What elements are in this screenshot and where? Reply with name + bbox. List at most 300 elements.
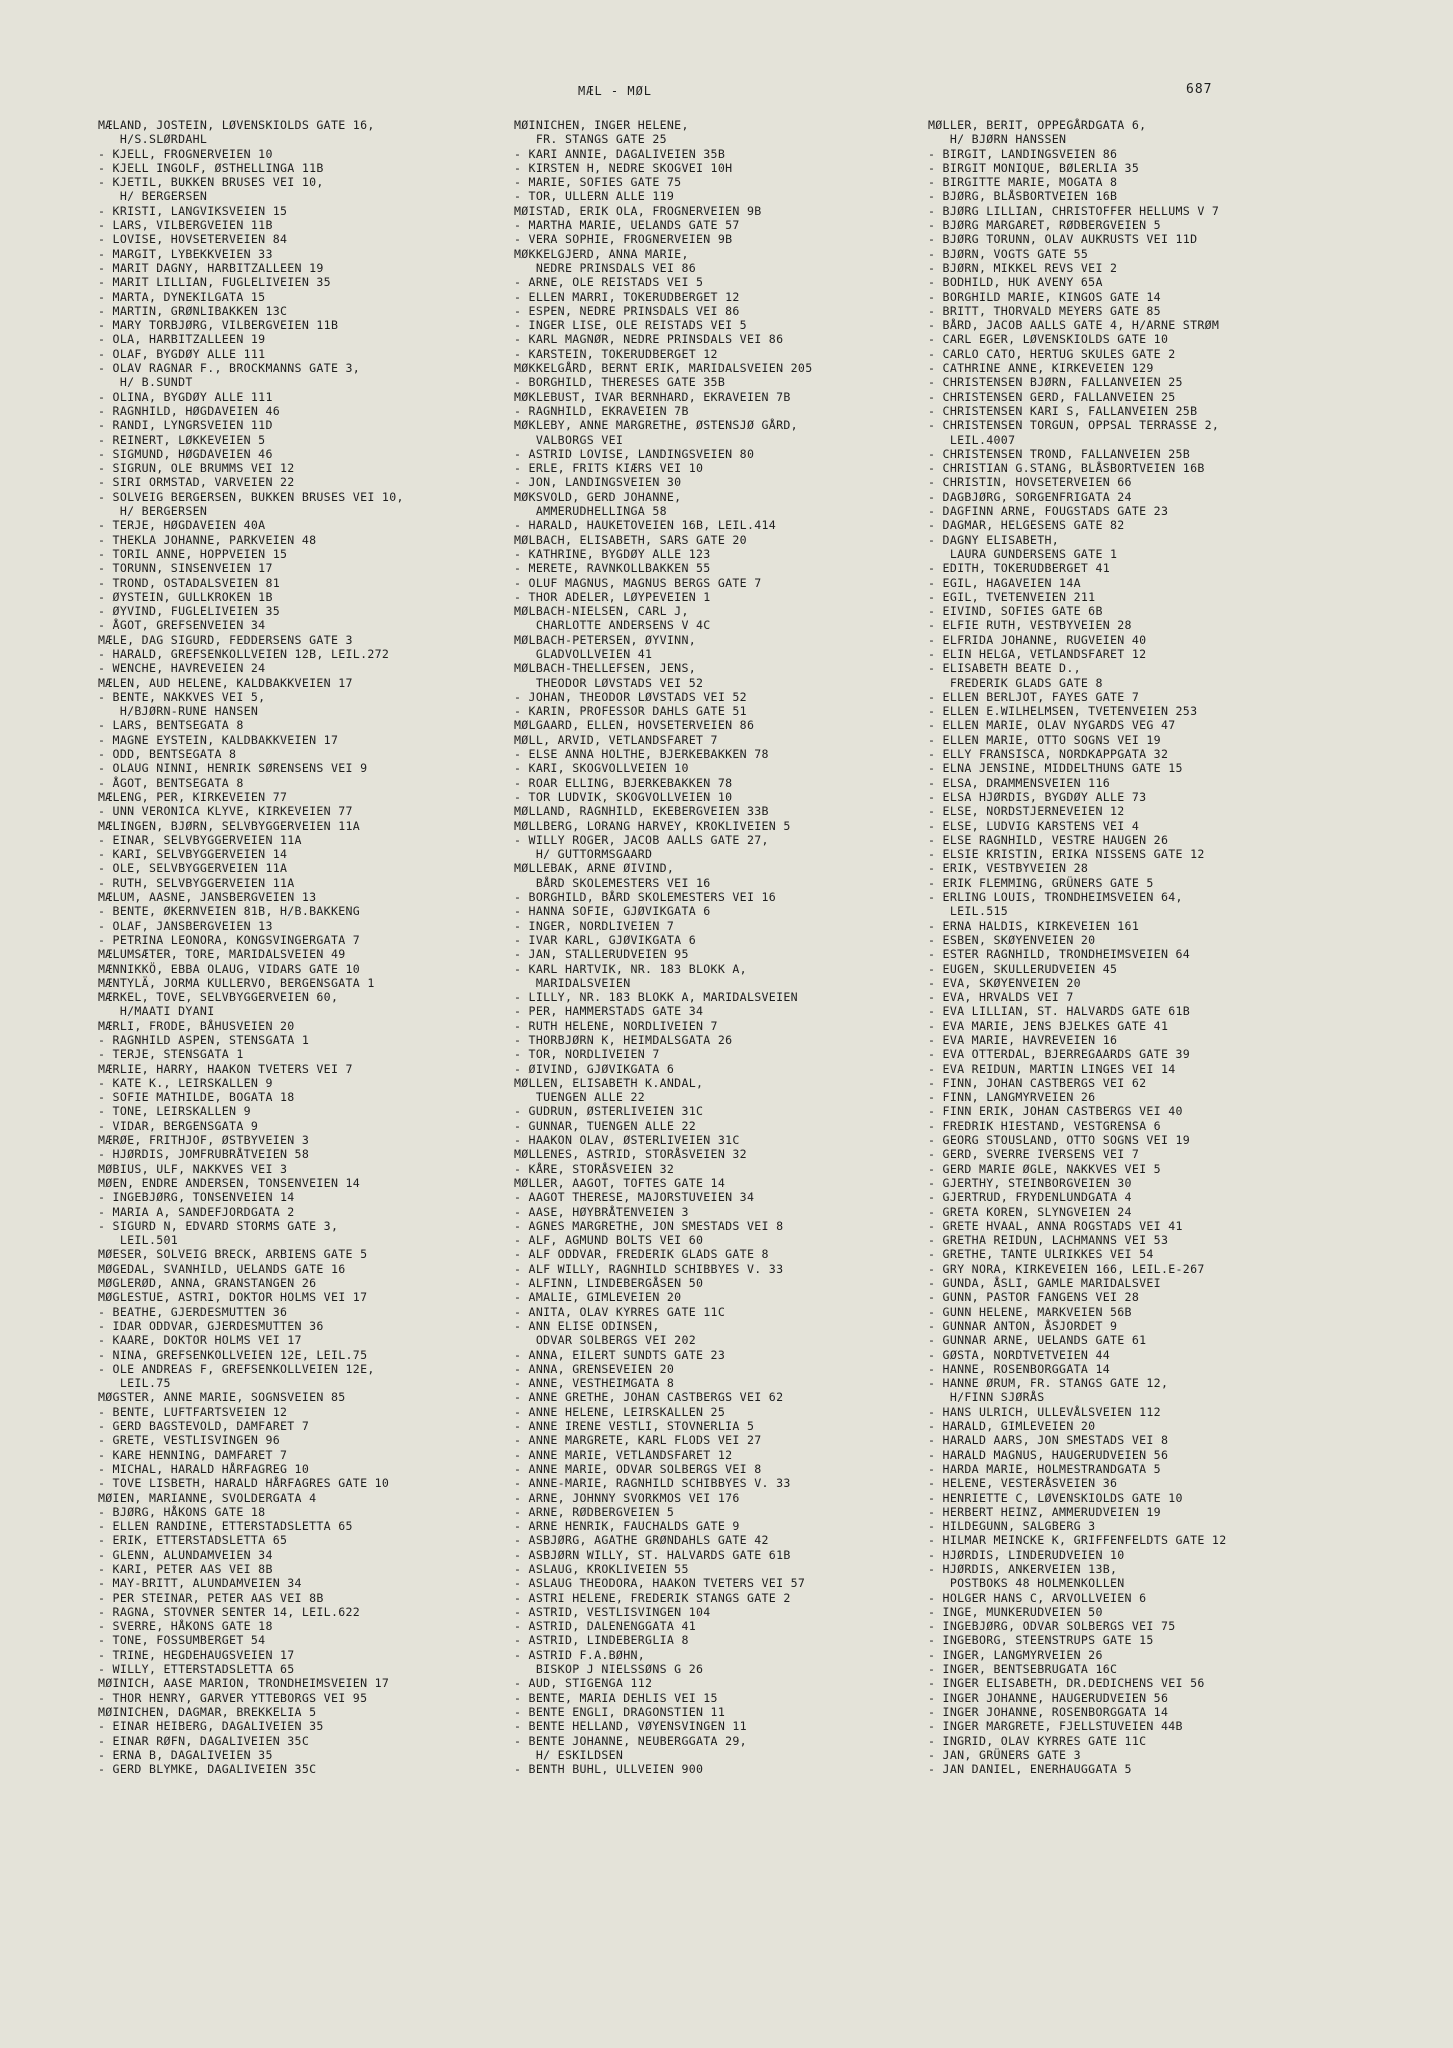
listing-entry: MØEN, ENDRE ANDERSEN, TONSENVEIEN 14 <box>98 1175 361 1190</box>
listing-entry: MÆLEN, AUD HELENE, KALDBAKKVEIEN 17 <box>98 675 353 690</box>
listing-entry: - JAN DANIEL, ENERHAUGGATA 5 <box>928 1762 1132 1777</box>
listing-entry: - EVA OTTERDAL, BJERREGAARDS GATE 39 <box>928 1047 1191 1062</box>
listing-entry: - BIRGITTE MARIE, MOGATA 8 <box>928 175 1118 190</box>
listing-entry: - LARS, BENTSEGATA 8 <box>98 718 244 733</box>
listing-entry: - GERD, SVERRE IVERSENS VEI 7 <box>928 1147 1140 1162</box>
listing-entry: - ESBEN, SKØYENVEIEN 20 <box>928 932 1096 947</box>
listing-entry: H/ B.SUNDT <box>98 375 193 390</box>
listing-entry: - ELLEN MARIE, OLAV NYGARDS VEG 47 <box>928 718 1176 733</box>
listing-entry: - ROAR ELLING, BJERKEBAKKEN 78 <box>514 775 733 790</box>
listing-entry: H/FINN SJØRÅS <box>928 1390 1045 1405</box>
listing-entry: - KRISTI, LANGVIKSVEIEN 15 <box>98 203 288 218</box>
listing-entry: H/ BERGERSEN <box>98 189 208 204</box>
listing-entry: - RANDI, LYNGRSVEIEN 11D <box>98 418 273 433</box>
listing-entry: - JAN, STALLERUDVEIEN 95 <box>514 947 689 962</box>
listing-entry: - OLAV RAGNAR F., BROCKMANNS GATE 3, <box>98 361 361 376</box>
listing-entry: MØLBACH-PETERSEN, ØYVINN, <box>514 632 697 647</box>
listing-entry: - ANNE MARIE, VETLANDSFARET 12 <box>514 1447 733 1462</box>
listing-entry: - SOFIE MATHILDE, BOGATA 18 <box>98 1090 295 1105</box>
listing-entry: MØLLEN, ELISABETH K.ANDAL, <box>514 1075 704 1090</box>
listing-entry: - ELIN HELGA, VETLANDSFARET 12 <box>928 646 1147 661</box>
listing-entry: - MARIA A, SANDEFJORDGATA 2 <box>98 1204 295 1219</box>
listing-entry: - ANNA, GRENSEVEIEN 20 <box>514 1361 675 1376</box>
listing-entry: - ELLY FRANSISCA, NORDKAPPGATA 32 <box>928 747 1169 762</box>
listing-entry: - RUTH, SELVBYGGERVEIEN 11A <box>98 875 295 890</box>
listing-entry: VALBORGS VEI <box>514 432 624 447</box>
listing-entry: - ELSE, NORDSTJERNEVEIEN 12 <box>928 804 1125 819</box>
listing-entry: - EIVIND, SOFIES GATE 6B <box>928 604 1103 619</box>
listing-entry: BÅRD SKOLEMESTERS VEI 16 <box>514 875 711 890</box>
listing-entry: MÆRKEL, TOVE, SELVBYGGERVEIEN 60, <box>98 990 339 1005</box>
listing-entry: - HILMAR MEINCKE K, GRIFFENFELDTS GATE 12 <box>928 1533 1227 1548</box>
listing-entry: - EDITH, TOKERUDBERGET 41 <box>928 561 1111 576</box>
listing-entry: - RAGNA, STOVNER SENTER 14, LEIL.622 <box>98 1604 361 1619</box>
listing-entry: - ESPEN, NEDRE PRINSDALS VEI 86 <box>514 303 740 318</box>
listing-entry: - ØYSTEIN, GULLKROKEN 1B <box>98 589 273 604</box>
listing-entry: - ØIVIND, GJØVIKGATA 6 <box>514 1061 675 1076</box>
listing-entry: - KJELL INGOLF, ØSTHELLINGA 11B <box>98 160 324 175</box>
listing-entry: - RUTH HELENE, NORDLIVEIEN 7 <box>514 1018 718 1033</box>
listing-entry: - SIRI ORMSTAD, VARVEIEN 22 <box>98 475 295 490</box>
listing-entry: - KARIN, PROFESSOR DAHLS GATE 51 <box>514 704 747 719</box>
listing-entry: - KARI, SELVBYGGERVEIEN 14 <box>98 847 288 862</box>
listing-entry: - VERA SOPHIE, FROGNERVEIEN 9B <box>514 232 733 247</box>
listing-entry: - CHRISTENSEN BJØRN, FALLANVEIEN 25 <box>928 375 1183 390</box>
listing-entry: H/MAATI DYANI <box>98 1004 215 1019</box>
listing-entry: MØLLER, BERIT, OPPEGÅRDGATA 6, <box>928 118 1147 132</box>
listing-entry: - EVA REIDUN, MARTIN LINGES VEI 14 <box>928 1061 1176 1076</box>
listing-entry: - HARALD, GIMLEVEIEN 20 <box>928 1419 1096 1434</box>
listing-entry: - THORBJØRN K, HEIMDALSGATA 26 <box>514 1033 733 1047</box>
listing-entry: - BIRGIT, LANDINGSVEIEN 86 <box>928 146 1118 161</box>
listing-entry: - NINA, GREFSENKOLLVEIEN 12E, LEIL.75 <box>98 1347 368 1362</box>
listing-entry: - HARALD, GREFSENKOLLVEIEN 12B, LEIL.272 <box>98 646 390 661</box>
listing-entry: - HARDA MARIE, HOLMESTRANDGATA 5 <box>928 1461 1161 1476</box>
listing-entry: - ELSA, DRAMMENSVEIEN 116 <box>928 775 1111 790</box>
listing-entry: - GRETE HVAAL, ANNA ROGSTADS VEI 41 <box>928 1218 1183 1233</box>
listing-entry: - KARE HENNING, DAMFARET 7 <box>98 1447 288 1462</box>
listing-entry: ODVAR SOLBERGS VEI 202 <box>514 1333 697 1348</box>
listing-entry: - ARNE HENRIK, FAUCHALDS GATE 9 <box>514 1519 740 1534</box>
listing-entry: - ELFIE RUTH, VESTBYVEIEN 28 <box>928 618 1132 633</box>
listing-entry: - EVA, SKØYENVEIEN 20 <box>928 975 1081 990</box>
listing-entry: - HELENE, VESTERÅSVEIEN 36 <box>928 1476 1118 1491</box>
listing-entry: - KJETIL, BUKKEN BRUSES VEI 10, <box>98 175 324 190</box>
listing-entry: - FREDRIK HIESTAND, VESTGRENSA 6 <box>928 1118 1161 1133</box>
listing-entry: - BORGHILD, THERESES GATE 35B <box>514 375 726 390</box>
listing-entry: - KARI, SKOGVOLLVEIEN 10 <box>514 761 689 776</box>
listing-entry: - IDAR ODDVAR, GJERDESMUTTEN 36 <box>98 1318 324 1333</box>
listing-entry: - TORUNN, SINSENVEIEN 17 <box>98 561 273 576</box>
listing-entry: - KARSTEIN, TOKERUDBERGET 12 <box>514 346 718 361</box>
listing-entry: MØLBACH, ELISABETH, SARS GATE 20 <box>514 532 747 547</box>
listing-entry: - ANN ELISE ODINSEN, <box>514 1318 660 1333</box>
listing-entry: - ASBJØRN WILLY, ST. HALVARDS GATE 61B <box>514 1547 791 1562</box>
listing-entry: - ANNE MARIE, ODVAR SOLBERGS VEI 8 <box>514 1461 762 1476</box>
listing-entry: - LARS, VILBERGVEIEN 11B <box>98 218 273 233</box>
listing-entry: - OLA, HARBITZALLEEN 19 <box>98 332 266 347</box>
listing-entry: MØKLEBUST, IVAR BERNHARD, EKRAVEIEN 7B <box>514 389 791 404</box>
listing-entry: - ELLEN BERLJOT, FAYES GATE 7 <box>928 689 1140 704</box>
listing-entry: - MARIT LILLIAN, FUGLELIVEIEN 35 <box>98 275 331 290</box>
listing-entry: - HANNA SOFIE, GJØVIKGATA 6 <box>514 904 711 919</box>
listing-entry: - INGEBJØRG, TONSENVEIEN 14 <box>98 1190 295 1205</box>
listing-entry: - KARL MAGNØR, NEDRE PRINSDALS VEI 86 <box>514 332 784 347</box>
listing-entry: LEIL.75 <box>98 1376 171 1391</box>
listing-entry: - ELSA HJØRDIS, BYGDØY ALLE 73 <box>928 789 1147 804</box>
listing-entry: - ASTRID, DALENENGGATA 41 <box>514 1619 697 1634</box>
listing-entry: - TOR LUDVIK, SKOGVOLLVEIEN 10 <box>514 789 733 804</box>
listing-entry: - EUGEN, SKULLERUDVEIEN 45 <box>928 961 1118 976</box>
listing-entry: - ASTRID LOVISE, LANDINGSVEIEN 80 <box>514 446 755 461</box>
listing-entry: - GUNN, PASTOR FANGENS VEI 28 <box>928 1290 1140 1305</box>
listing-entry: - EVA MARIE, HAVREVEIEN 16 <box>928 1033 1118 1047</box>
listing-entry: - ÅGOT, BENTSEGATA 8 <box>98 775 244 790</box>
column-left <box>98 118 508 1776</box>
listing-entry: - CHRISTIAN G.STANG, BLÅSBORTVEIEN 16B <box>928 461 1205 476</box>
listing-entry: MØLLER, AAGOT, TOFTES GATE 14 <box>514 1175 726 1190</box>
listing-entry: GLADVOLLVEIEN 41 <box>514 646 653 661</box>
listing-entry: - GRY NORA, KIRKEVEIEN 166, LEIL.E-267 <box>928 1261 1205 1276</box>
listing-entry: - MERETE, RAVNKOLLBAKKEN 55 <box>514 561 711 576</box>
listing-entry: MÆRØE, FRITHJOF, ØSTBYVEIEN 3 <box>98 1133 310 1148</box>
listing-entry: - MAY-BRITT, ALUNDAMVEIEN 34 <box>98 1576 302 1591</box>
listing-entry: - BENTE, MARIA DEHLIS VEI 15 <box>514 1690 718 1705</box>
listing-entry: - KARI ANNIE, DAGALIVEIEN 35B <box>514 146 726 161</box>
listing-entry: - BÅRD, JACOB AALLS GATE 4, H/ARNE STRØM <box>928 318 1220 333</box>
listing-entry: - CHRISTENSEN GERD, FALLANVEIEN 25 <box>928 389 1176 404</box>
listing-entry: - BENTE, LUFTFARTSVEIEN 12 <box>98 1404 288 1419</box>
listing-entry: MARIDALSVEIEN <box>514 975 631 990</box>
listing-entry: - REINERT, LØKKEVEIEN 5 <box>98 432 266 447</box>
listing-entry: - HOLGER HANS C, ARVOLLVEIEN 6 <box>928 1590 1147 1605</box>
listing-entry: - BENTH BUHL, ULLVEIEN 900 <box>514 1762 704 1777</box>
listing-entry: - EVA LILLIAN, ST. HALVARDS GATE 61B <box>928 1004 1191 1019</box>
listing-entry: - ASTRI HELENE, FREDERIK STANGS GATE 2 <box>514 1590 791 1605</box>
listing-entry: - KARL HARTVIK, NR. 183 BLOKK A, <box>514 961 747 976</box>
listing-entry: MØKKELGÅRD, BERNT ERIK, MARIDALSVEIEN 205 <box>514 361 813 376</box>
listing-entry: - THEKLA JOHANNE, PARKVEIEN 48 <box>98 532 317 547</box>
listing-entry: - DAGNY ELISABETH, <box>928 532 1060 547</box>
listing-entry: - KATE K., LEIRSKALLEN 9 <box>98 1075 273 1090</box>
listing-entry: - ANNE-MARIE, RAGNHILD SCHIBBYES V. 33 <box>514 1476 791 1491</box>
listing-entry: - ELLEN E.WILHELMSEN, TVETENVEIEN 253 <box>928 704 1198 719</box>
listing-entry: - CHRISTENSEN KARI S, FALLANVEIEN 25B <box>928 403 1198 418</box>
listing-entry: - DAGFINN ARNE, FOUGSTADS GATE 23 <box>928 504 1169 519</box>
listing-entry: - ANITA, OLAV KYRRES GATE 11C <box>514 1304 726 1319</box>
page-number: 687 <box>1186 82 1213 97</box>
column-middle <box>514 118 924 1776</box>
listing-entry: - GUNNAR ARNE, UELANDS GATE 61 <box>928 1333 1147 1348</box>
listing-entry: FREDERIK GLADS GATE 8 <box>928 675 1103 690</box>
listing-entry: - ERLING LOUIS, TRONDHEIMSVEIEN 64, <box>928 890 1183 905</box>
listing-entry: - GERD MARIE ØGLE, NAKKVES VEI 5 <box>928 1161 1161 1176</box>
listing-entry: - BENTE, NAKKVES VEI 5, <box>98 689 266 704</box>
listing-entry: - GUNDA, ÅSLI, GAMLE MARIDALSVEI <box>928 1276 1161 1291</box>
listing-entry: - OLAUG NINNI, HENRIK SØRENSENS VEI 9 <box>98 761 368 776</box>
listing-entry: - GRETHA REIDUN, LACHMANNS VEI 53 <box>928 1233 1169 1248</box>
listing-entry: - INGER, LANGMYRVEIEN 26 <box>928 1647 1103 1662</box>
listing-entry: - SVERRE, HÅKONS GATE 18 <box>98 1619 273 1634</box>
listing-entry: - CHRISTENSEN TROND, FALLANVEIEN 25B <box>928 446 1191 461</box>
listing-entry: - IVAR KARL, GJØVIKGATA 6 <box>514 932 697 947</box>
listing-entry: - BORGHILD MARIE, KINGOS GATE 14 <box>928 289 1161 304</box>
listing-entry: - AASE, HØYBRÅTENVEIEN 3 <box>514 1204 689 1219</box>
listing-entry: - PER STEINAR, PETER AAS VEI 8B <box>98 1590 324 1605</box>
listing-entry: - HARALD, HAUKETOVEIEN 16B, LEIL.414 <box>514 518 777 533</box>
listing-entry: - BEATHE, GJERDESMUTTEN 36 <box>98 1304 288 1319</box>
listing-entry: - ASTRID, VESTLISVINGEN 104 <box>514 1604 711 1619</box>
listing-entry: MØGEDAL, SVANHILD, UELANDS GATE 16 <box>98 1261 346 1276</box>
listing-entry: MØGSTER, ANNE MARIE, SOGNSVEIEN 85 <box>98 1390 346 1405</box>
listing-entry: MØKLEBY, ANNE MARGRETHE, ØSTENSJØ GÅRD, <box>514 418 798 433</box>
listing-entry: - FINN ERIK, JOHAN CASTBERGS VEI 40 <box>928 1104 1183 1119</box>
listing-entry: - BJØRG MARGARET, RØDBERGVEIEN 5 <box>928 218 1161 233</box>
listing-entry: - OLAF, JANSBERGVEIEN 13 <box>98 918 273 933</box>
listing-entry: H/BJØRN-RUNE HANSEN <box>98 704 259 719</box>
listing-entry: - TROND, OSTADALSVEIEN 81 <box>98 575 281 590</box>
listing-entry: MØGLESTUE, ASTRI, DOKTOR HOLMS VEI 17 <box>98 1290 368 1305</box>
listing-entry: - JOHAN, THEODOR LØVSTADS VEI 52 <box>514 689 747 704</box>
listing-entry: - TONE, LEIRSKALLEN 9 <box>98 1104 251 1119</box>
listing-entry: MØLBACH-THELLEFSEN, JENS, <box>514 661 697 676</box>
listing-entry: - INGER LISE, OLE REISTADS VEI 5 <box>514 318 747 333</box>
listing-entry: - ELNA JENSINE, MIDDELTHUNS GATE 15 <box>928 761 1183 776</box>
listing-entry: - OLINA, BYGDØY ALLE 111 <box>98 389 273 404</box>
listing-entry: - HANNE ØRUM, FR. STANGS GATE 12, <box>928 1376 1169 1391</box>
listing-entry: - ÅGOT, GREFSENVEIEN 34 <box>98 618 266 633</box>
listing-entry: MÆRLIE, HARRY, HAAKON TVETERS VEI 7 <box>98 1061 353 1076</box>
listing-entry: - RAGNHILD ASPEN, STENSGATA 1 <box>98 1033 310 1047</box>
listing-entry: - HILDEGUNN, SALGBERG 3 <box>928 1519 1096 1534</box>
listing-entry: MØINICH, AASE MARION, TRONDHEIMSVEIEN 17 <box>98 1676 390 1691</box>
listing-entry: - DAGBJØRG, SORGENFRIGATA 24 <box>928 489 1132 504</box>
listing-entry: MØGLERØD, ANNA, GRANSTANGEN 26 <box>98 1276 317 1291</box>
listing-entry: - TRINE, HEGDEHAUGSVEIEN 17 <box>98 1647 295 1662</box>
listing-entry: - UNN VERONICA KLYVE, KIRKEVEIEN 77 <box>98 804 353 819</box>
listing-entry: - ANNE IRENE VESTLI, STOVNERLIA 5 <box>514 1419 755 1434</box>
listing-entry: - MAGNE EYSTEIN, KALDBAKKVEIEN 17 <box>98 732 339 747</box>
listing-entry: - ELFRIDA JOHANNE, RUGVEIEN 40 <box>928 632 1147 647</box>
listing-entry: - BENTE JOHANNE, NEUBERGGATA 29, <box>514 1733 747 1748</box>
listing-entry: - GJERTHY, STEINBORGVEIEN 30 <box>928 1175 1132 1190</box>
listing-entry: - KATHRINE, BYGDØY ALLE 123 <box>514 546 711 561</box>
listing-entry: - AMALIE, GIMLEVEIEN 20 <box>514 1290 682 1305</box>
listing-entry: - GLENN, ALUNDAMVEIEN 34 <box>98 1547 273 1562</box>
listing-entry: MØLL, ARVID, VETLANDSFARET 7 <box>514 732 718 747</box>
listing-entry: LAURA GUNDERSENS GATE 1 <box>928 546 1118 561</box>
listing-entry: MØINICHEN, INGER HELENE, <box>514 118 689 132</box>
listing-entry: - BENTE HELLAND, VØYENSVINGEN 11 <box>514 1719 747 1734</box>
listing-entry: MÆNNIKKÖ, EBBA OLAUG, VIDARS GATE 10 <box>98 961 361 976</box>
listing-entry: - MARTIN, GRØNLIBAKKEN 13C <box>98 303 288 318</box>
listing-entry: - BJØRN, VOGTS GATE 55 <box>928 246 1089 261</box>
listing-entry: - MARIT DAGNY, HARBITZALLEEN 19 <box>98 260 324 275</box>
listing-entry: - RAGNHILD, EKRAVEIEN 7B <box>514 403 689 418</box>
listing-entry: - INGRID, OLAV KYRRES GATE 11C <box>928 1733 1147 1748</box>
listing-entry: - ANNE, VESTHEIMGATA 8 <box>514 1376 675 1391</box>
listing-entry: - ASTRID F.A.BØHN, <box>514 1647 646 1662</box>
listing-entry: - TONE, FOSSUMBERGET 54 <box>98 1633 266 1648</box>
listing-entry: - ERIK, VESTBYVEIEN 28 <box>928 861 1089 876</box>
listing-entry: - GERD BLYMKE, DAGALIVEIEN 35C <box>98 1762 317 1777</box>
listing-entry: - OLE ANDREAS F, GREFSENKOLLVEIEN 12E, <box>98 1361 375 1376</box>
listing-entry: - ELLEN MARIE, OTTO SOGNS VEI 19 <box>928 732 1161 747</box>
listing-entry: MØBIUS, ULF, NAKKVES VEI 3 <box>98 1161 288 1176</box>
listing-entry: - TERJE, HØGDAVEIEN 40A <box>98 518 266 533</box>
listing-entry: MÆLINGEN, BJØRN, SELVBYGGERVEIEN 11A <box>98 818 361 833</box>
listing-entry: - EVA MARIE, JENS BJELKES GATE 41 <box>928 1018 1169 1033</box>
listing-entry: - INGER, NORDLIVEIEN 7 <box>514 918 675 933</box>
listing-entry: - INGEBJØRG, ODVAR SOLBERGS VEI 75 <box>928 1619 1176 1634</box>
listing-entry: - ELSIE KRISTIN, ERIKA NISSENS GATE 12 <box>928 847 1205 862</box>
listing-entry: - ALF, AGMUND BOLTS VEI 60 <box>514 1233 704 1248</box>
listing-entry: - HERBERT HEINZ, AMMERUDVEIEN 19 <box>928 1504 1161 1519</box>
listing-entry: - PER, HAMMERSTADS GATE 34 <box>514 1004 704 1019</box>
listing-entry: - AGNES MARGRETHE, JON SMESTADS VEI 8 <box>514 1218 784 1233</box>
listing-entry: - HANS ULRICH, ULLEVÅLSVEIEN 112 <box>928 1404 1161 1419</box>
listing-entry: - MARY TORBJØRG, VILBERGVEIEN 11B <box>98 318 339 333</box>
listing-entry: MØESER, SOLVEIG BRECK, ARBIENS GATE 5 <box>98 1247 368 1262</box>
listing-entry: - ELLEN MARRI, TOKERUDBERGET 12 <box>514 289 740 304</box>
listing-entry: - EVA, HRVALDS VEI 7 <box>928 990 1074 1005</box>
listing-entry: - ELSE RAGNHILD, VESTRE HAUGEN 26 <box>928 832 1169 847</box>
listing-entry: - BRITT, THORVALD MEYERS GATE 85 <box>928 303 1161 318</box>
listing-entry: - KIRSTEN H, NEDRE SKOGVEI 10H <box>514 160 733 175</box>
listing-entry: - BENTE, ØKERNVEIEN 81B, H/B.BAKKENG <box>98 904 361 919</box>
listing-entry: - LILLY, NR. 183 BLOKK A, MARIDALSVEIEN <box>514 990 798 1005</box>
listing-entry: - ARNE, JOHNNY SVORKMOS VEI 176 <box>514 1490 740 1505</box>
listing-entry: - BJØRG LILLIAN, CHRISTOFFER HELLUMS V 7 <box>928 203 1220 218</box>
listing-entry: - HENRIETTE C, LØVENSKIOLDS GATE 10 <box>928 1490 1183 1505</box>
listing-entry: - EINAR, SELVBYGGERVEIEN 11A <box>98 832 302 847</box>
listing-entry: - ERLE, FRITS KIÆRS VEI 10 <box>514 461 704 476</box>
listing-entry: - FINN, LANGMYRVEIEN 26 <box>928 1090 1096 1105</box>
listing-entry: - SIGURD N, EDVARD STORMS GATE 3, <box>98 1218 339 1233</box>
listing-entry: - TORIL ANNE, HOPPVEIEN 15 <box>98 546 288 561</box>
listing-entry: - CATHRINE ANNE, KIRKEVEIEN 129 <box>928 361 1154 376</box>
listing-entry: - MARTHA MARIE, UELANDS GATE 57 <box>514 218 740 233</box>
listing-entry: H/ ESKILDSEN <box>514 1747 624 1762</box>
listing-entry: - KAARE, DOKTOR HOLMS VEI 17 <box>98 1333 302 1348</box>
listing-entry: MØKKELGJERD, ANNA MARIE, <box>514 246 689 261</box>
listing-entry: - SIGRUN, OLE BRUMMS VEI 12 <box>98 461 295 476</box>
listing-entry: - RAGNHILD, HØGDAVEIEN 46 <box>98 403 281 418</box>
listing-entry: MÆLENG, PER, KIRKEVEIEN 77 <box>98 789 288 804</box>
listing-entry: - KARI, PETER AAS VEI 8B <box>98 1561 273 1576</box>
listing-entry: - GUDRUN, ØSTERLIVEIEN 31C <box>514 1104 704 1119</box>
listing-entry: MØIEN, MARIANNE, SVOLDERGATA 4 <box>98 1490 317 1505</box>
listing-entry: LEIL.501 <box>98 1233 179 1248</box>
listing-entry: - WENCHE, HAVREVEIEN 24 <box>98 661 266 676</box>
listing-entry: - ELSE ANNA HOLTHE, BJERKEBAKKEN 78 <box>514 747 769 762</box>
listing-entry: - HJØRDIS, JOMFRUBRÅTVEIEN 58 <box>98 1147 310 1162</box>
listing-entry: TUENGEN ALLE 22 <box>514 1090 646 1105</box>
listing-entry: - INGER MARGRETE, FJELLSTUVEIEN 44B <box>928 1719 1183 1734</box>
listing-entry: - MARGIT, LYBEKKVEIEN 33 <box>98 246 273 261</box>
listing-entry: - ERIK, ETTERSTADSLETTA 65 <box>98 1533 288 1548</box>
listing-entry: - JAN, GRÜNERS GATE 3 <box>928 1747 1081 1762</box>
listing-entry: - ERIK FLEMMING, GRÜNERS GATE 5 <box>928 875 1154 890</box>
listing-entry: - TOR, NORDLIVEIEN 7 <box>514 1047 660 1062</box>
listing-entry: - FINN, JOHAN CASTBERGS VEI 62 <box>928 1075 1147 1090</box>
listing-entry: MÆLUM, AASNE, JANSBERGVEIEN 13 <box>98 890 317 905</box>
listing-entry: - THOR ADELER, LØYPEVEIEN 1 <box>514 589 711 604</box>
listing-entry: - TOR, ULLERN ALLE 119 <box>514 189 675 204</box>
listing-entry: - INGE, MUNKERUDVEIEN 50 <box>928 1604 1103 1619</box>
listing-entry: - BJØRN, MIKKEL REVS VEI 2 <box>928 260 1118 275</box>
listing-entry: - BODHILD, HUK AVENY 65A <box>928 275 1103 290</box>
listing-entry: - ALF ODDVAR, FREDERIK GLADS GATE 8 <box>514 1247 769 1262</box>
listing-entry: - HANNE, ROSENBORGGATA 14 <box>928 1361 1111 1376</box>
listing-entry: H/ GUTTORMSGAARD <box>514 847 653 862</box>
listing-entry: - LOVISE, HOVSETERVEIEN 84 <box>98 232 288 247</box>
listing-entry: - INGEBORG, STEENSTRUPS GATE 15 <box>928 1633 1154 1648</box>
listing-entry: - INGER JOHANNE, HAUGERUDVEIEN 56 <box>928 1690 1169 1705</box>
listing-entry: MØLLENES, ASTRID, STORÅSVEIEN 32 <box>514 1147 747 1162</box>
listing-entry: - DAGMAR, HELGESENS GATE 82 <box>928 518 1125 533</box>
listing-entry: - ASTRID, LINDEBERGLIA 8 <box>514 1633 689 1648</box>
listing-entry: - INGER JOHANNE, ROSENBORGGATA 14 <box>928 1704 1169 1719</box>
listing-entry: - BJØRG, HÅKONS GATE 18 <box>98 1504 266 1519</box>
listing-entry: - ASLAUG THEODORA, HAAKON TVETERS VEI 57 <box>514 1576 806 1591</box>
listing-entry: - GUNNAR ANTON, ÅSJORDET 9 <box>928 1318 1118 1333</box>
listing-entry: - EINAR HEIBERG, DAGALIVEIEN 35 <box>98 1719 324 1734</box>
listing-entry: MÆLE, DAG SIGURD, FEDDERSENS GATE 3 <box>98 632 353 647</box>
listing-entry: - GEORG STOUSLAND, OTTO SOGNS VEI 19 <box>928 1133 1191 1148</box>
listing-entry: - SIGMUND, HØGDAVEIEN 46 <box>98 446 273 461</box>
listing-entry: MØISTAD, ERIK OLA, FROGNERVEIEN 9B <box>514 203 762 218</box>
listing-entry: MÆLUMSÆTER, TORE, MARIDALSVEIEN 49 <box>98 947 346 962</box>
listing-entry: - AAGOT THERESE, MAJORSTUVEIEN 34 <box>514 1190 755 1205</box>
listing-entry: - ANNE MARGRETE, KARL FLODS VEI 27 <box>514 1433 762 1448</box>
listing-entry: - GRETHE, TANTE ULRIKKES VEI 54 <box>928 1247 1154 1262</box>
listing-entry: - EGIL, HAGAVEIEN 14A <box>928 575 1081 590</box>
listing-entry: - GUNNAR, TUENGEN ALLE 22 <box>514 1118 697 1133</box>
listing-entry: - GERD BAGSTEVOLD, DAMFARET 7 <box>98 1419 310 1434</box>
listing-entry: - ANNA, EILERT SUNDTS GATE 23 <box>514 1347 726 1362</box>
listing-entry: - BJØRG, BLÅSBORTVEIEN 16B <box>928 189 1118 204</box>
listing-entry: - MARIE, SOFIES GATE 75 <box>514 175 682 190</box>
listing-entry: - GJERTRUD, FRYDENLUNDGATA 4 <box>928 1190 1132 1205</box>
listing-entry: - ANNE HELENE, LEIRSKALLEN 25 <box>514 1404 726 1419</box>
listing-entry: - EINAR RØFN, DAGALIVEIEN 35C <box>98 1733 310 1748</box>
listing-entry: - EGIL, TVETENVEIEN 211 <box>928 589 1096 604</box>
listing-entry: - ODD, BENTSEGATA 8 <box>98 747 237 762</box>
listing-entry: - ARNE, OLE REISTADS VEI 5 <box>514 275 704 290</box>
listing-entry: - KJELL, FROGNERVEIEN 10 <box>98 146 273 161</box>
listing-entry: - BORGHILD, BÅRD SKOLEMESTERS VEI 16 <box>514 890 777 905</box>
listing-entry: - KÅRE, STORÅSVEIEN 32 <box>514 1161 675 1176</box>
listing-entry: - TOVE LISBETH, HARALD HÅRFAGRES GATE 10 <box>98 1476 390 1491</box>
listing-entry: AMMERUDHELLINGA 58 <box>514 504 667 519</box>
listing-entry: - ASLAUG, KROKLIVEIEN 55 <box>514 1561 689 1576</box>
listing-entry: - ELISABETH BEATE D., <box>928 661 1081 676</box>
listing-entry: FR. STANGS GATE 25 <box>514 132 667 147</box>
listing-entry: MÆRLI, FRODE, BÅHUSVEIEN 20 <box>98 1018 295 1033</box>
listing-entry: - INGER ELISABETH, DR.DEDICHENS VEI 56 <box>928 1676 1205 1691</box>
listing-entry: - ALFINN, LINDEBERGÅSEN 50 <box>514 1276 704 1291</box>
listing-entry: MÆNTYLÄ, JORMA KULLERVO, BERGENSGATA 1 <box>98 975 375 990</box>
listing-entry: MØLLBERG, LORANG HARVEY, KROKLIVEIEN 5 <box>514 818 791 833</box>
listing-entry: - MICHAL, HARALD HÅRFAGREG 10 <box>98 1461 310 1476</box>
listing-entry: - OLE, SELVBYGGERVEIEN 11A <box>98 861 288 876</box>
listing-entry: - VIDAR, BERGENSGATA 9 <box>98 1118 259 1133</box>
listing-entry: - GUNN HELENE, MARKVEIEN 56B <box>928 1304 1132 1319</box>
listing-entry: - HAAKON OLAV, ØSTERLIVEIEN 31C <box>514 1133 740 1148</box>
listing-entry: MØKSVOLD, GERD JOHANNE, <box>514 489 682 504</box>
listing-entry: CHARLOTTE ANDERSENS V 4C <box>514 618 711 633</box>
